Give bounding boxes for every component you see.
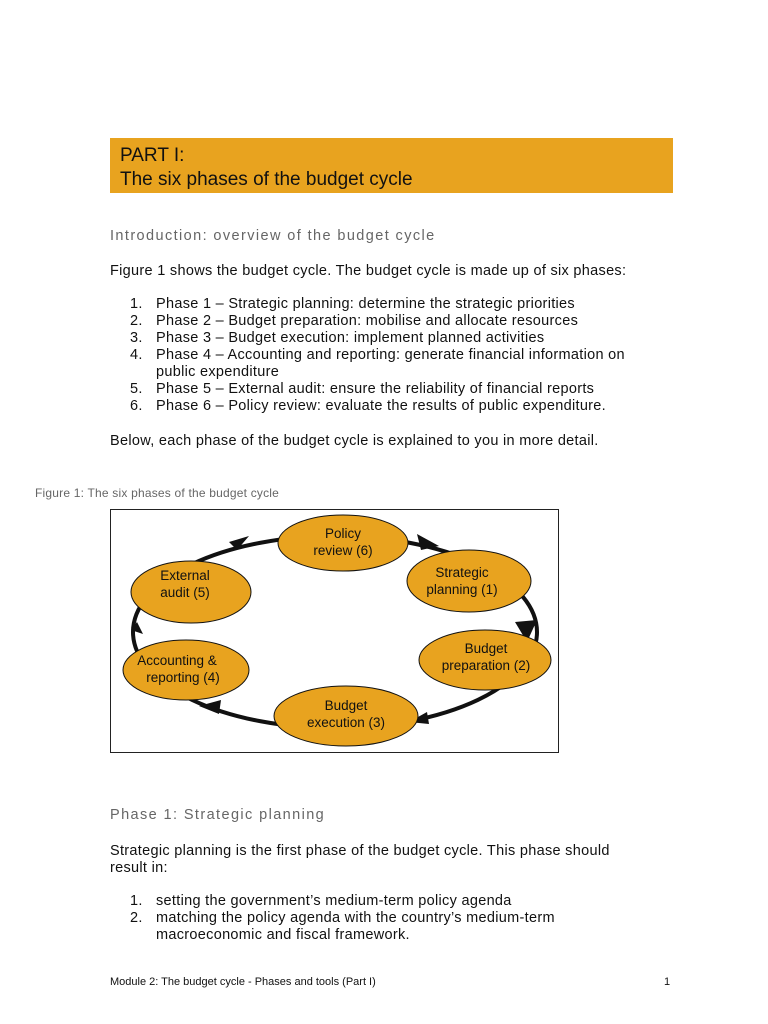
svg-text:execution (3): execution (3)	[306, 715, 386, 730]
node-strategic-planning	[407, 550, 531, 612]
phase1-heading: Phase 1: Strategic planning	[110, 807, 326, 823]
svg-text:Accounting &: Accounting &	[137, 653, 217, 668]
svg-text:planning (1): planning (1)	[426, 582, 498, 597]
node-budget-execution	[274, 686, 418, 746]
svg-text:External: External	[160, 568, 210, 583]
list-item: 2. matching the policy agenda with the country’s medium-term macroeconomic and fiscal framework.	[130, 910, 555, 943]
list-item: 6. Phase 6 – Policy review: evaluate the results of public expenditure.	[130, 398, 607, 414]
budget-cycle-diagram	[110, 509, 559, 753]
svg-text:preparation (2): preparation (2)	[441, 658, 531, 673]
node-policy-review	[278, 515, 408, 571]
list-item: 5. Phase 5 – External audit: ensure the reliability of financial reports	[130, 381, 595, 397]
part-label: PART I:	[120, 145, 185, 166]
intro-heading: Introduction: overview of the budget cycle	[110, 228, 436, 244]
intro-closing: Below, each phase of the budget cycle is explained to you in more detail.	[110, 433, 599, 449]
figure-caption: Figure 1: The six phases of the budget cycle	[35, 486, 280, 500]
svg-text:review (6): review (6)	[313, 543, 373, 558]
node-external-audit	[131, 561, 251, 623]
svg-text:Policy: Policy	[324, 526, 362, 541]
node-accounting-reporting	[123, 640, 249, 700]
phase1-lead: Strategic planning is the first phase of the budget cycle. This phase should result in:	[110, 843, 610, 876]
list-item: 1. setting the government’s medium-term policy agenda	[130, 893, 512, 909]
node-budget-preparation	[419, 630, 551, 690]
part-title: The six phases of the budget cycle	[120, 169, 413, 190]
svg-text:Strategic: Strategic	[435, 565, 489, 580]
svg-text:audit (5): audit (5)	[160, 585, 210, 600]
page-number: 1	[664, 976, 671, 988]
cycle-arrow	[199, 700, 221, 714]
list-item: 1. Phase 1 – Strategic planning: determine the strategic priorities	[130, 296, 575, 312]
phase1-list	[110, 893, 555, 944]
list-item: 3. Phase 3 – Budget execution: implement planned activities	[130, 330, 545, 346]
cycle-svg	[111, 510, 560, 754]
svg-text:Budget: Budget	[464, 641, 508, 656]
svg-text:reporting (4): reporting (4)	[146, 670, 220, 685]
part-banner	[110, 138, 673, 193]
list-item: 2. Phase 2 – Budget preparation: mobilise and allocate resources	[130, 313, 579, 329]
phases-list	[110, 296, 625, 415]
intro-lead: Figure 1 shows the budget cycle. The budget cycle is made up of six phases:	[110, 263, 627, 279]
svg-text:Budget: Budget	[324, 698, 368, 713]
footer-module-title: Module 2: The budget cycle - Phases and tools (Part I)	[110, 976, 376, 988]
list-item: 4. Phase 4 – Accounting and reporting: generate financial information on public expenditure	[130, 347, 625, 380]
